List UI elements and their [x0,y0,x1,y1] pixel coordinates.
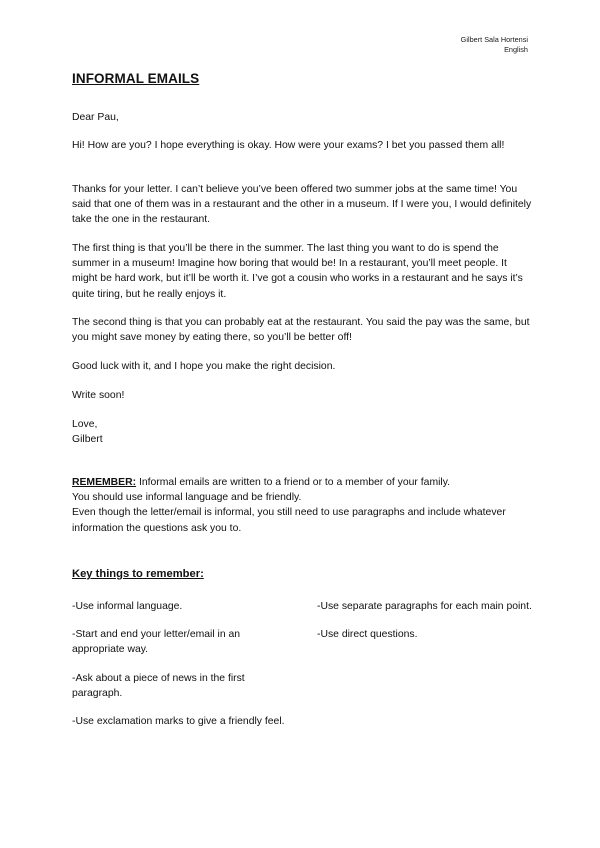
remember-line-3: Even though the letter/email is informal, you still need to use paragraphs and include whatever information the questions ask you to. [72,507,506,534]
remember-text-1: Informal emails are written to a friend or to a member of your family. [136,477,451,488]
signature: Gilbert [72,434,103,445]
key-things-right-column [317,599,537,655]
key-thing-item: -Use informal language. [72,601,183,612]
key-thing-item: -Use direct questions. [317,629,418,641]
remember-line-1 [72,475,532,490]
paragraph-2: Thanks for your letter. I can’t believe you’ve been offered two summer jobs at the same time! You said that one of them was in a restaurant and the other in a museum. If I were you, I would definitely take the one in the restaurant. [72,184,532,226]
paragraph-3: The first thing is that you’ll be there in the summer. The last thing you want to do is spend the summer in a museum! Imagine how boring that would be! In a restaurant, you’ll meet people. It might be hard work, but it’ll be worth it. I’ve got a cousin who works in a restaurant and he says it’s quite tiring, but he really enjoys it. [72,243,523,300]
subject-name: English [504,45,528,54]
paragraph-6: Write soon! [72,390,125,401]
paragraph-4: The second thing is that you can probably eat at the restaurant. You said the pay was the same, but you might save money by eating there, so you’ll be better off! [72,317,530,344]
key-thing-item: -Use exclamation marks to give a friendly feel. [72,716,285,728]
key-thing-item: -Use separate paragraphs for each main point. [317,601,532,612]
remember-line-2: You should use informal language and be friendly. [72,492,302,504]
key-things-title: Key things to remember: [72,568,204,580]
closing: Love, [72,419,98,430]
remember-label: REMEMBER: [72,477,137,488]
key-thing-item: -Start and end your letter/email in an appropriate way. [72,629,241,656]
paragraph-1: Hi! How are you? I hope everything is okay. How were your exams? I bet you passed them all! [72,140,505,151]
page-title: INFORMAL EMAILS [72,71,200,86]
document-header [461,35,528,55]
paragraph-5: Good luck with it, and I hope you make the right decision. [72,361,336,372]
remember-box [72,475,532,536]
key-thing-item: -Ask about a piece of news in the first paragraph. [72,672,245,699]
greeting: Dear Pau, [72,112,119,123]
author-name: Gilbert Sala Hortensi [460,35,528,44]
key-things-left-column [72,599,287,742]
